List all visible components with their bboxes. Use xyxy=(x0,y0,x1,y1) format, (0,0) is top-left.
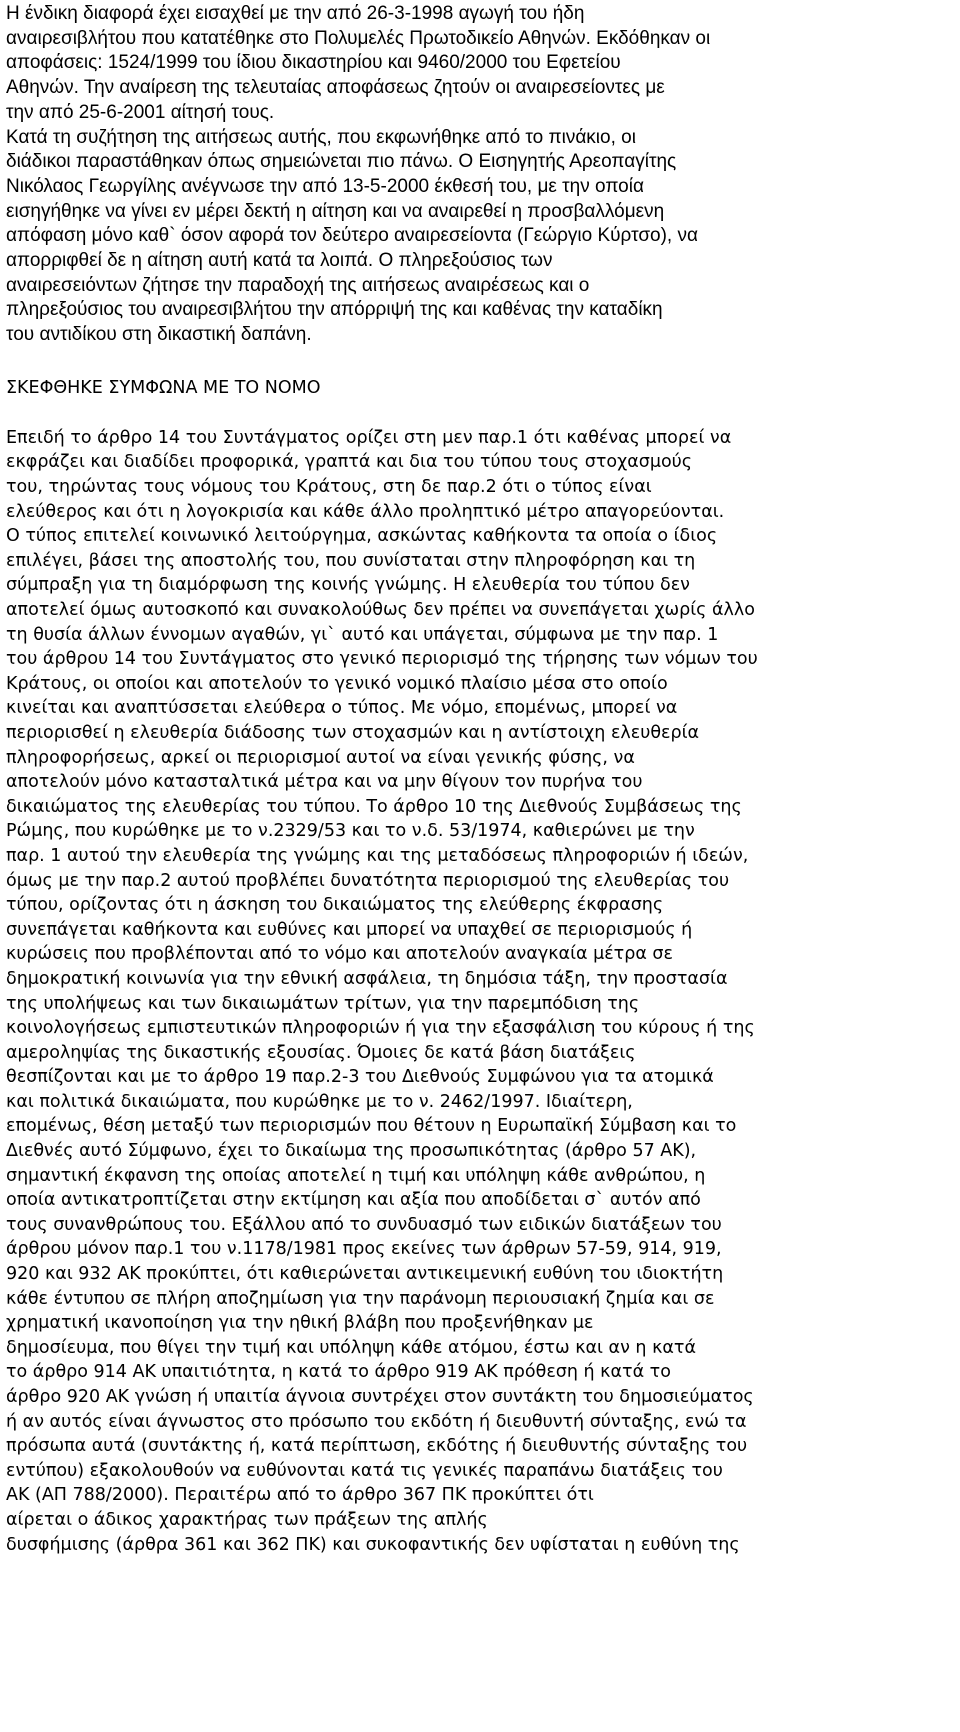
reasoning-text-line: δημοκρατική κοινωνία για την εθνική ασφάλεια, τη δημόσια τάξη, την προστασία xyxy=(6,968,728,989)
reasoning-text-line: της υπολήψεως και των δικαιωμάτων τρίτων, για την παρεμπόδιση της xyxy=(6,993,640,1014)
reasoning-text-line: αποτελούν μόνο κατασταλτικά μέτρα και να μην θίγουν τον πυρήνα του xyxy=(6,772,643,793)
intro-text-line: του αντιδίκου στη δικαστική δαπάνη. xyxy=(6,324,312,346)
reasoning-text-line: όμως με την παρ.2 αυτού προβλέπει δυνατότητα περιορισμού της ελευθερίας του xyxy=(6,870,730,891)
reasoning-text-line: παρ. 1 αυτού την ελευθερία της γνώμης και της μεταδόσεως πληροφοριών ή ιδεών, xyxy=(6,845,749,866)
reasoning-text-line: ελεύθερος και ότι η λογοκρισία και κάθε άλλο προληπτικό μέτρο απαγορεύονται. xyxy=(6,501,725,522)
reasoning-text-line: 920 και 932 ΑΚ προκύπτει, ότι καθιερώνεται αντικειμενική ευθύνη του ιδιοκτήτη xyxy=(6,1264,724,1285)
reasoning-text-line: συνεπάγεται καθήκοντα και ευθύνες και μπορεί να υπαχθεί σε περιορισμούς ή xyxy=(6,919,693,940)
reasoning-text-line: του, τηρώντας τους νόμους του Κράτους, στη δε παρ.2 ότι ο τύπος είναι xyxy=(6,477,652,498)
reasoning-text-line: σημαντική έκφανση της οποίας αποτελεί η τιμή και υπόληψη κάθε ανθρώπου, η xyxy=(6,1165,706,1186)
reasoning-text-line: οποία αντικατροπτίζεται στην εκτίμηση και αξία που αποδίδεται σ` αυτόν από xyxy=(6,1190,701,1211)
reasoning-text-line: Ρώμης, που κυρώθηκε με το ν.2329/53 και το ν.δ. 53/1974, καθιερώνει με την xyxy=(6,821,695,842)
reasoning-text-line: κάθε έντυπου σε πλήρη αποζημίωση για την παράνομη περιουσιακή ζημία και σε xyxy=(6,1288,715,1309)
document-page xyxy=(6,0,954,1557)
intro-text-line: Κατά τη συζήτηση της αιτήσεως αυτής, που εκφωνήθηκε από το πινάκιο, οι xyxy=(6,126,636,148)
intro-text-line: διάδικοι παραστάθηκαν όπως σημειώνεται πιο πάνω. Ο Εισηγητής Αρεοπαγίτης xyxy=(6,151,677,173)
reasoning-text-line: τη θυσία άλλων έννομων αγαθών, γι` αυτό και υπάγεται, σύμφωνα με την παρ. 1 xyxy=(6,624,719,645)
reasoning-section xyxy=(6,426,954,1557)
reasoning-text-line: άρθρου μόνον παρ.1 του ν.1178/1981 προς εκείνες των άρθρων 57-59, 914, 919, xyxy=(6,1239,722,1260)
intro-text-line: Η ένδικη διαφορά έχει εισαχθεί με την από 26-3-1998 αγωγή του ήδη xyxy=(6,3,585,24)
reasoning-text-line: δικαιώματος της ελευθερίας του τύπου. Το άρθρο 10 της Διεθνούς Συμβάσεως της xyxy=(6,796,742,817)
intro-text-line: την από 25-6-2001 αίτησή τους. xyxy=(6,101,275,123)
reasoning-text-line: άρθρο 920 ΑΚ γνώση ή υπαιτία άγνοια συντρέχει στον συντάκτη του δημοσιεύματος xyxy=(6,1387,754,1407)
intro-text-line: πληρεξούσιος του αναιρεσιβλήτου την απόρριψή της και καθένας την καταδίκη xyxy=(6,299,663,321)
intro-text-line: Αθηνών. Την αναίρεση της τελευταίας αποφάσεως ζητούν οι αναιρεσείοντες με xyxy=(6,77,665,99)
intro-text-line: εισηγήθηκε να γίνει εν μέρει δεκτή η αίτηση και να αναιρεθεί η προσβαλλόμενη xyxy=(6,200,665,222)
reasoning-text-line: δυσφήμισης (άρθρα 361 και 362 ΠΚ) και συκοφαντικής δεν υφίσταται η ευθύνη της xyxy=(6,1534,740,1555)
reasoning-text-line: εκφράζει και διαδίδει προφορικά, γραπτά και δια του τύπου τους στοχασμούς xyxy=(6,452,693,473)
reasoning-text-line: Ο τύπος επιτελεί κοινωνικό λειτούργημα, ασκώντας καθήκοντα τα οποία ο ίδιος xyxy=(6,526,718,547)
section-heading: ΣΚΕΦΘΗΚΕ ΣΥΜΦΩΝΑ ΜΕ ΤΟ ΝΟΜΟ xyxy=(6,377,321,398)
reasoning-text-line: τους συνανθρώπους του. Εξάλλου από το συνδυασμό των ειδικών διατάξεων του xyxy=(6,1214,722,1235)
intro-text-line: αναιρεσειόντων ζήτησε την παραδοχή της αιτήσεως αναιρέσεως και ο xyxy=(6,274,590,296)
reasoning-text-line: Διεθνές αυτό Σύμφωνο, έχει το δικαίωμα της προσωπικότητας (άρθρο 57 ΑΚ), xyxy=(6,1141,697,1162)
intro-section xyxy=(6,0,954,348)
reasoning-text-line: αποτελεί όμως αυτοσκοπό και συνακολούθως δεν πρέπει να συνεπάγεται χωρίς άλλο xyxy=(6,600,755,620)
reasoning-text-line: και πολιτικά δικαιώματα, που κυρώθηκε με το ν. 2462/1997. Ιδιαίτερη, xyxy=(6,1091,633,1112)
reasoning-text-line: επιλέγει, βάσει της αποστολής του, που συνίσταται στην πληροφόρηση και τη xyxy=(6,550,696,571)
reasoning-text-line: πληροφορήσεως, αρκεί οι περιορισμοί αυτοί να είναι γενικής φύσης, να xyxy=(6,747,635,768)
intro-text-line: απορριφθεί δε η αίτηση αυτή κατά τα λοιπά. Ο πληρεξούσιος των xyxy=(6,250,553,272)
reasoning-text-line: περιορισθεί η ελευθερία διάδοσης των στοχασμών και η αντίστοιχη ελευθερία xyxy=(6,722,700,743)
intro-text-line: αποφάσεις: 1524/1999 του ίδιου δικαστηρίου και 9460/2000 του Εφετείου xyxy=(6,52,621,74)
reasoning-text-line: αμεροληψίας της δικαστικής εξουσίας. Όμοιες δε κατά βάση διατάξεις xyxy=(6,1042,636,1063)
reasoning-text-line: το άρθρο 914 ΑΚ υπαιτιότητα, η κατά το άρθρο 919 ΑΚ πρόθεση ή κατά το xyxy=(6,1362,671,1383)
reasoning-text-line: κινείται και αναπτύσσεται ελεύθερα ο τύπος. Με νόμο, επομένως, μπορεί να xyxy=(6,698,678,719)
reasoning-text-line: εντύπου) εξακολουθούν να ευθύνονται κατά τις γενικές παραπάνω διατάξεις του xyxy=(6,1460,723,1481)
reasoning-text-line: ΑΚ (ΑΠ 788/2000). Περαιτέρω από το άρθρο 367 ΠΚ προκύπτει ότι xyxy=(6,1485,594,1506)
reasoning-text-line: του άρθρου 14 του Συντάγματος στο γενικό περιορισμό της τήρησης των νόμων του xyxy=(6,649,758,670)
reasoning-text-line: θεσπίζονται και με το άρθρο 19 παρ.2-3 του Διεθνούς Συμφώνου για τα ατομικά xyxy=(6,1067,714,1088)
reasoning-text-line: τύπου, ορίζοντας ότι η άσκηση του δικαιώματος της ελεύθερης έκφρασης xyxy=(6,895,664,916)
reasoning-text-line: αίρεται ο άδικος χαρακτήρας των πράξεων της απλής xyxy=(6,1509,488,1530)
reasoning-text-line: σύμπραξη για τη διαμόρφωση της κοινής γνώμης. Η ελευθερία του τύπου δεν xyxy=(6,575,690,596)
reasoning-text-line: κυρώσεις που προβλέπονται από το νόμο και αποτελούν αναγκαία μέτρα σε xyxy=(6,944,673,965)
reasoning-text-line: Επειδή το άρθρο 14 του Συντάγματος ορίζει στη μεν παρ.1 ότι καθένας μπορεί να xyxy=(6,427,732,448)
reasoning-text-line: Κράτους, οι οποίοι και αποτελούν το γενικό νομικό πλαίσιο μέσα στο οποίο xyxy=(6,673,668,694)
reasoning-text-line: χρηματική ικανοποίηση για την ηθική βλάβη που προξενήθηκαν με xyxy=(6,1313,594,1334)
intro-text-line: απόφαση μόνο καθ` όσον αφορά τον δεύτερο αναιρεσείοντα (Γεώργιο Κύρτσο), να xyxy=(6,225,698,247)
reasoning-text-line: επομένως, θέση μεταξύ των περιορισμών που θέτουν η Ευρωπαϊκή Σύμβαση και το xyxy=(6,1116,737,1137)
reasoning-text-line: δημοσίευμα, που θίγει την τιμή και υπόληψη κάθε ατόμου, έστω και αν η κατά xyxy=(6,1337,696,1358)
reasoning-text-line: πρόσωπα αυτά (συντάκτης ή, κατά περίπτωση, εκδότης ή διευθυντής σύνταξης του xyxy=(6,1436,748,1457)
intro-text-line: Νικόλαος Γεωργίλης ανέγνωσε την από 13-5-2000 έκθεσή του, με την οποία xyxy=(6,175,644,197)
reasoning-text-line: ή αν αυτός είναι άγνωστος στο πρόσωπο του εκδότη ή διευθυντή σύνταξης, ενώ τα xyxy=(6,1411,747,1432)
intro-text-line: αναιρεσιβλήτου που κατατέθηκε στο Πολυμελές Πρωτοδικείο Αθηνών. Εκδόθηκαν οι xyxy=(6,27,711,49)
reasoning-text-line: κοινολογήσεως εμπιστευτικών πληροφοριών ή για την εξασφάλιση του κύρους ή της xyxy=(6,1018,755,1039)
